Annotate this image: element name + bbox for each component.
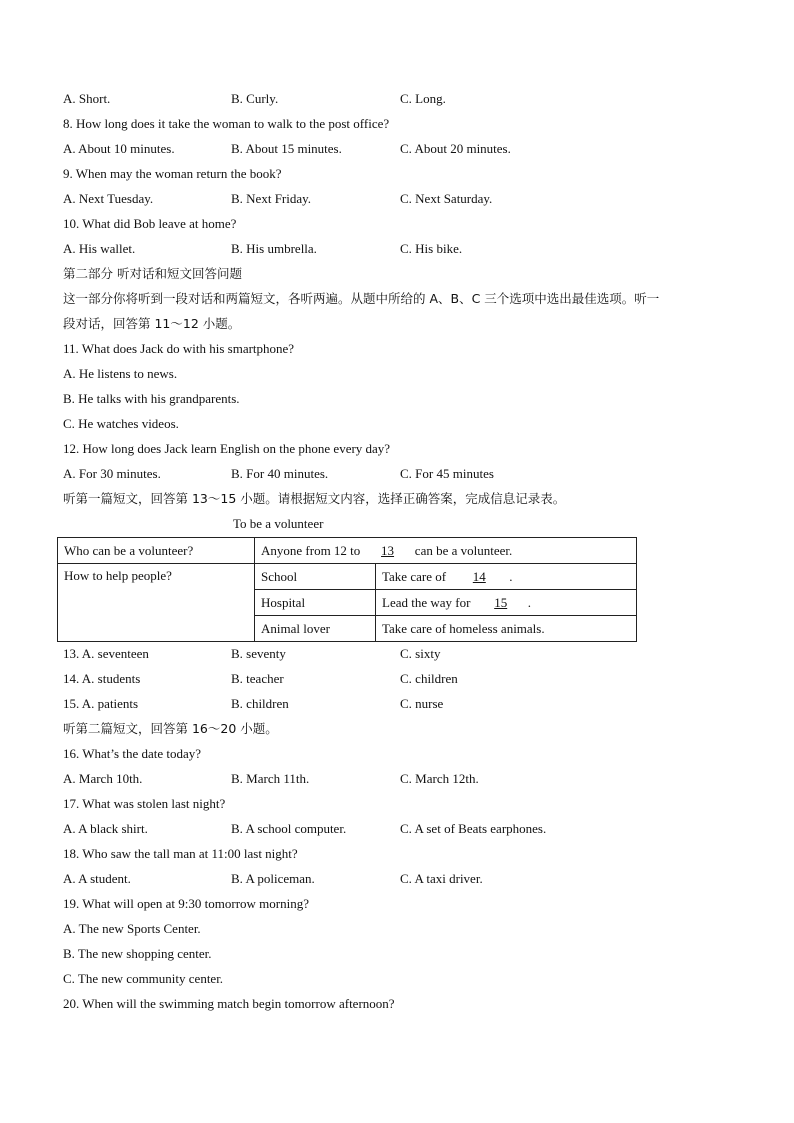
- passage-instructions: 听第一篇短文，回答第 13～15 小题。请根据短文内容，选择正确答案，完成信息记录表。: [63, 491, 566, 506]
- table-cell-label: Who can be a volunteer?: [58, 538, 255, 564]
- option-text: B. March 11th.: [231, 771, 310, 786]
- table-cell: [255, 538, 637, 564]
- option-text: A. His wallet.: [63, 241, 136, 256]
- option-text: C. For 45 minutes: [400, 466, 494, 481]
- question-stem: 11. What does Jack do with his smartphone?: [63, 341, 295, 356]
- table-row: [58, 564, 637, 590]
- option-text: C. A set of Beats earphones.: [400, 821, 547, 836]
- option-text: C. The new community center.: [63, 971, 224, 986]
- option-text: B. A policeman.: [231, 871, 315, 886]
- option-text: 13. A. seventeen: [63, 646, 149, 661]
- option-text: C. nurse: [400, 696, 444, 711]
- option-text: A. A black shirt.: [63, 821, 148, 836]
- table-cell: Hospital: [255, 590, 376, 616]
- option-text: B. teacher: [231, 671, 284, 686]
- question-stem: 10. What did Bob leave at home?: [63, 216, 237, 231]
- table-cell: School: [255, 564, 376, 590]
- option-text: C. sixty: [400, 646, 441, 661]
- question-stem: 19. What will open at 9:30 tomorrow morning?: [63, 896, 309, 911]
- option-text: A. March 10th.: [63, 771, 143, 786]
- option-text: 14. A. students: [63, 671, 141, 686]
- option-text: C. March 12th.: [400, 771, 479, 786]
- table-cell: [376, 564, 637, 590]
- option-text: B. The new shopping center.: [63, 946, 212, 961]
- option-text: A. For 30 minutes.: [63, 466, 161, 481]
- table-caption: To be a volunteer: [233, 516, 324, 531]
- cell-text: Take care of: [382, 568, 447, 584]
- option-text: C. children: [400, 671, 458, 686]
- option-text: C. Next Saturday.: [400, 191, 493, 206]
- option-text: A. The new Sports Center.: [63, 921, 201, 936]
- cell-text: .: [527, 594, 531, 610]
- section-title: 第二部分 听对话和短文回答问题: [63, 266, 242, 281]
- table-cell-label: How to help people?: [58, 564, 255, 642]
- table-cell: Take care of homeless animals.: [376, 616, 637, 642]
- option-text: A. A student.: [63, 871, 131, 886]
- cell-text: Anyone from 12 to: [261, 542, 361, 558]
- option-text: A. Next Tuesday.: [63, 191, 154, 206]
- option-text: B. Next Friday.: [231, 191, 312, 206]
- option-text: B. He talks with his grandparents.: [63, 391, 240, 406]
- option-text: A. Short.: [63, 91, 111, 106]
- option-text: C. He watches videos.: [63, 416, 179, 431]
- section-instructions: 这一部分你将听到一段对话和两篇短文，各听两遍。从题中所给的 A、B、C 三个选项中选出最佳选项。听一: [63, 291, 660, 306]
- question-stem: 20. When will the swimming match begin tomorrow afternoon?: [63, 996, 395, 1011]
- cell-text: Lead the way for: [382, 594, 471, 610]
- option-text: A. About 10 minutes.: [63, 141, 175, 156]
- answer-blank-13: 13: [381, 542, 395, 558]
- question-stem: 18. Who saw the tall man at 11:00 last night?: [63, 846, 298, 861]
- option-text: B. seventy: [231, 646, 286, 661]
- option-text: C. About 20 minutes.: [400, 141, 511, 156]
- volunteer-table: [57, 537, 637, 642]
- answer-blank-14: 14: [472, 568, 486, 584]
- table-cell: Animal lover: [255, 616, 376, 642]
- question-stem: 12. How long does Jack learn English on the phone every day?: [63, 441, 391, 456]
- option-text: B. A school computer.: [231, 821, 347, 836]
- question-stem: 17. What was stolen last night?: [63, 796, 226, 811]
- question-stem: 16. What’s the date today?: [63, 746, 202, 761]
- option-text: B. About 15 minutes.: [231, 141, 342, 156]
- answer-blank-15: 15: [494, 594, 508, 610]
- option-text: 15. A. patients: [63, 696, 139, 711]
- question-stem: 8. How long does it take the woman to walk to the post office?: [63, 116, 390, 131]
- question-stem: 9. When may the woman return the book?: [63, 166, 282, 181]
- option-text: B. children: [231, 696, 289, 711]
- table-cell: [376, 590, 637, 616]
- cell-text: can be a volunteer.: [414, 542, 513, 558]
- option-text: A. He listens to news.: [63, 366, 178, 381]
- passage-instructions: 听第二篇短文，回答第 16～20 小题。: [63, 721, 278, 736]
- section-instructions: 段对话，回答第 11～12 小题。: [63, 316, 241, 331]
- option-text: C. Long.: [400, 91, 446, 106]
- option-text: B. For 40 minutes.: [231, 466, 329, 481]
- option-text: B. Curly.: [231, 91, 279, 106]
- option-text: C. A taxi driver.: [400, 871, 483, 886]
- option-text: C. His bike.: [400, 241, 463, 256]
- cell-text: .: [509, 568, 513, 584]
- option-text: B. His umbrella.: [231, 241, 317, 256]
- table-row: [58, 538, 637, 564]
